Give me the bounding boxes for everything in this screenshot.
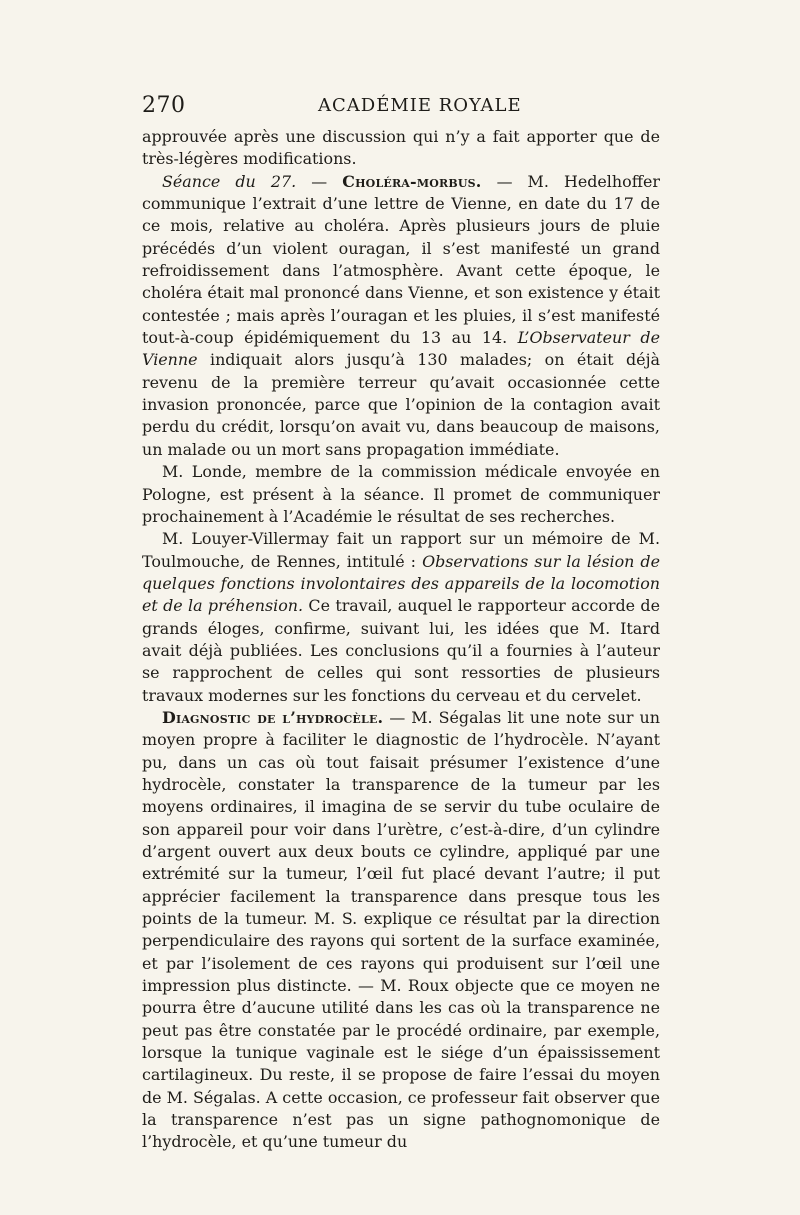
memoir-title: Observations sur la lésion de quelques fonctions involontaires des appareils de la locomotion et de la préhension.	[142, 551, 661, 616]
cholera-text-continued: indiquait alors jusqu’à 130 malades; on était déjà revenu de la première terreur qu’avait occasionnée cette invasion prononcée, parce que l’opinion de la contagion avait perdu du crédit, lorsqu’on avait vu, dans beaucoup de maisons, un malade ou un mort sans propagation immédiate.	[142, 350, 660, 459]
page-header	[142, 93, 658, 123]
running-title: ACADÉMIE ROYALE	[318, 95, 522, 116]
continuation-text: approuvée après une discussion qui n’y a fait apporter que de très-légères modifications.	[142, 127, 660, 169]
paragraph-continuation	[142, 126, 660, 171]
session-date: Séance du 27.	[162, 171, 297, 191]
date-dash: —	[296, 171, 343, 191]
journal-title: L’Observateur de Vienne	[142, 328, 660, 370]
paragraph-hydrocele	[142, 707, 660, 1154]
report-intro: M. Louyer-Villermay fait un rapport sur un mémoire de M. Toulmouche, de Rennes, intitulé :	[142, 529, 660, 571]
section-title-hydrocele: Diagnostic de l’hydrocèle.	[162, 707, 384, 727]
paragraph-londe	[142, 461, 660, 528]
report-text: Ce travail, auquel le rapporteur accorde de grands éloges, confirme, suivant lui, les idées que M. Itard avait déjà publiées. Les conclusions qu’il a fournies à l’auteur se rapprochent de celles qui sont ressorties de plusieurs travaux modernes sur les fonctions du cerveau et du cervelet.	[142, 596, 660, 705]
page-number: 270	[142, 93, 186, 118]
body-text	[142, 126, 660, 1154]
londe-text: M. Londe, membre de la commission médicale envoyée en Pologne, est présent à la séance. Il promet de communiquer prochainement à l’Académie le résultat de ses recherches.	[142, 462, 660, 526]
paragraph-louyer-villermay	[142, 528, 660, 707]
cholera-text: — M. Hedelhoffer communique l’extrait d’une lettre de Vienne, en date du 17 de ce mois, relative au choléra. Après plusieurs jours de pluie précédés d’un violent ouragan, il s’est manifesté un grand refroidissement dans l’atmosphère. Avant cette époque, le choléra était mal prononcé dans Vienne, et son existence y était contestée ; mais après l’ouragan et les pluies, il s’est manifesté tout-à-coup épidémiquement du 13 au 14.	[142, 171, 660, 348]
paragraph-cholera	[142, 171, 660, 461]
section-title-cholera: Choléra-morbus.	[342, 171, 482, 191]
hydrocele-text: — M. Ségalas lit une note sur un moyen propre à faciliter le diagnostic de l’hydrocèle. N’ayant pu, dans un cas où tout faisait présumer l’existence d’une hydrocèle, constater la transparence de la tumeur par les moyens ordinaires, il imagina de se servir du tube oculaire de son appareil pour voir dans l’urètre, c’est-à-dire, d’un cylindre d’argent ouvert aux deux bouts ce cylindre, appliqué par une extrémité sur la tumeur, l’œil fut placé devant l’autre; il put apprécier facilement la transparence dans presque tous les points de la tumeur. M. S. explique ce résultat par la direction perpendiculaire des rayons qui sortent de la surface examinée, et par l’isolement de ces rayons qui produisent sur l’œil une impression plus distincte. — M. Roux objecte que ce moyen ne pourra être d’aucune utilité dans les cas où la transparence ne peut pas être constatée par le procédé ordinaire, par exemple, lorsque la tunique vaginale est le siége d’un épaississement cartilagineux. Du reste, il se propose de faire l’essai du moyen de M. Ségalas. A cette occasion, ce professeur fait observer que la transparence n’est pas un signe pathognomonique de l’hydrocèle, et qu’une tumeur du	[142, 707, 660, 1152]
